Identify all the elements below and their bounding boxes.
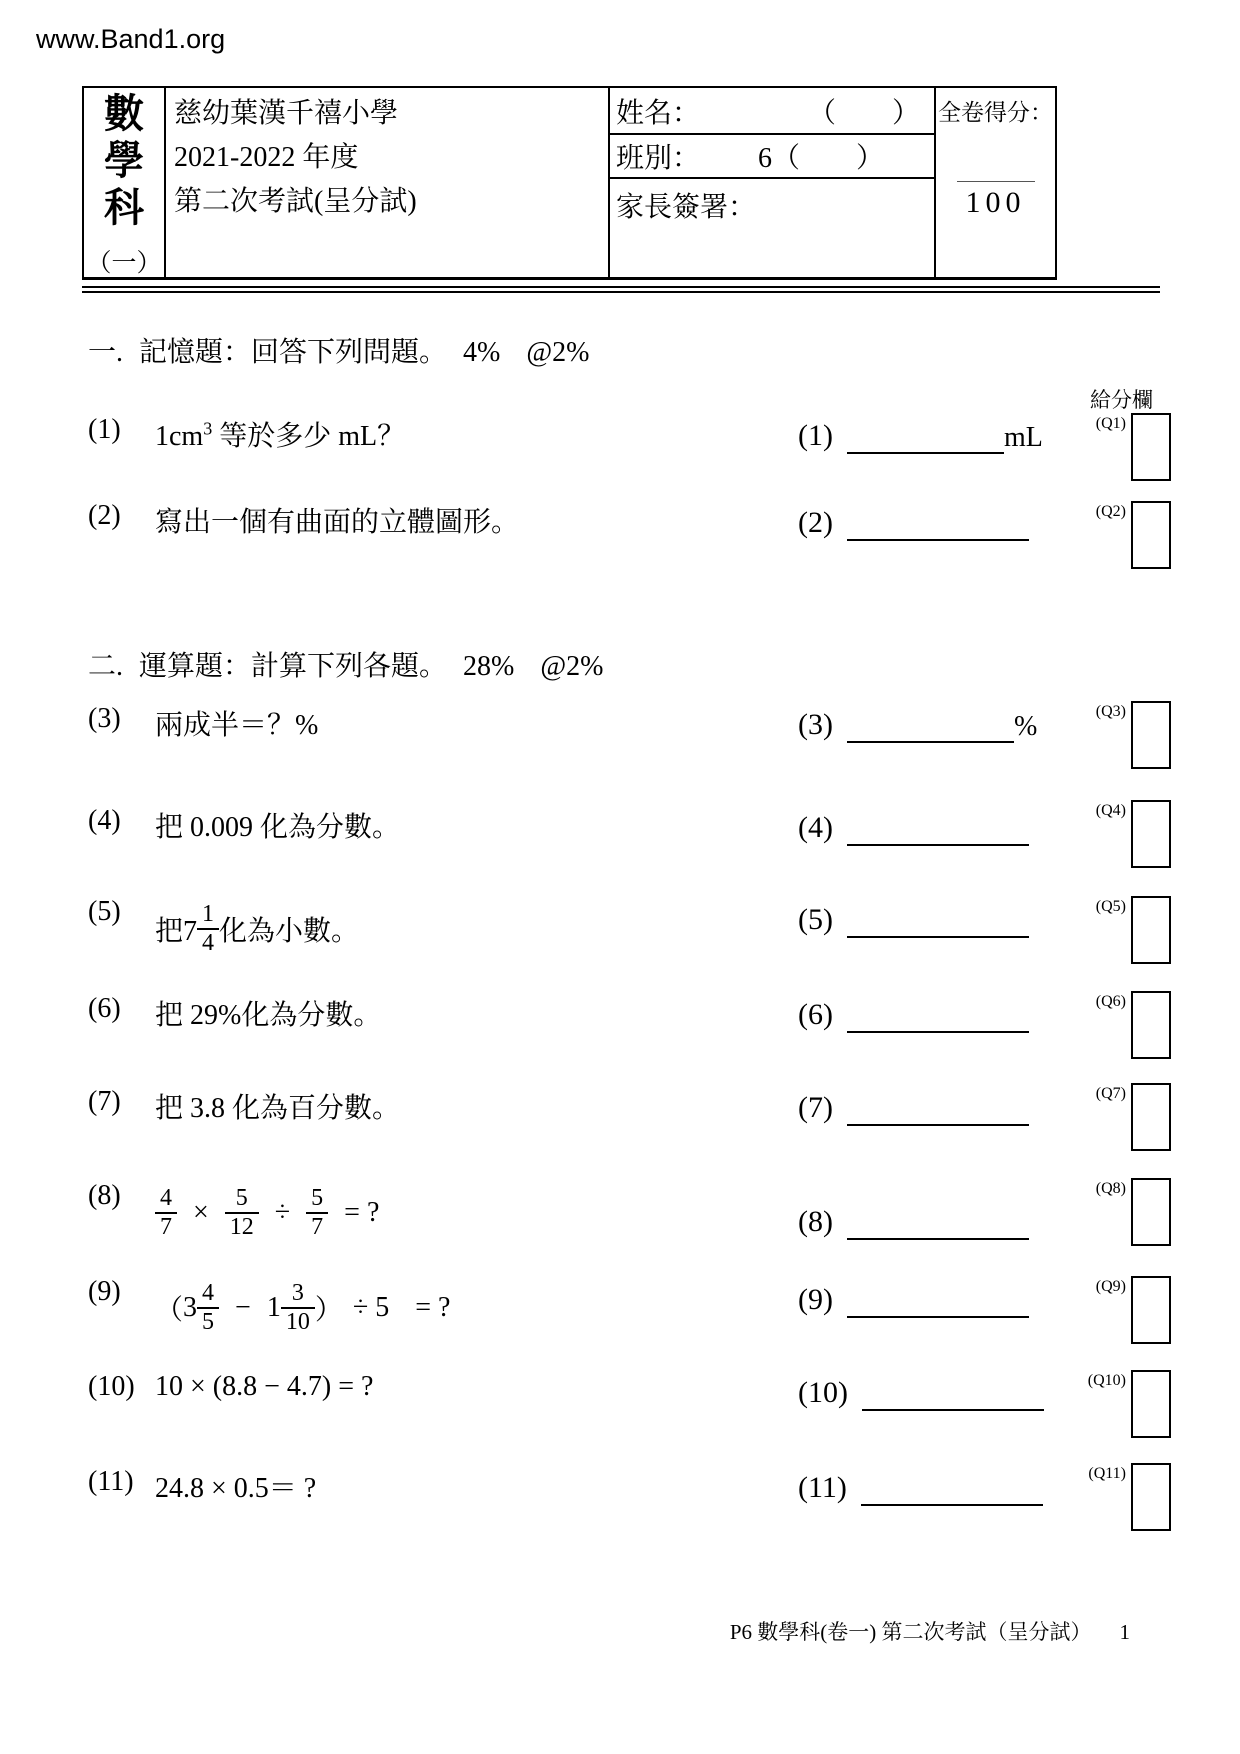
answer-number: (2) (798, 506, 833, 539)
total-score-base: 100 (957, 181, 1035, 220)
answer-blank (847, 900, 1029, 938)
exam-title: 第二次考試(呈分試) (174, 186, 417, 217)
score-item-q11 (1082, 1463, 1171, 1531)
question-text: 把 29%化為分數。 (155, 1000, 382, 1031)
subject-char: 科 (104, 185, 144, 230)
answer-row-11 (798, 1468, 1043, 1506)
answer-blank (847, 1202, 1029, 1240)
fraction: $\frac{3}{10}$ (281, 1280, 315, 1336)
score-item-q1 (1082, 413, 1171, 481)
answer-row-10 (798, 1373, 1044, 1411)
answer-number: (1) (798, 419, 833, 452)
question-text: 24.8 × 0.5＝ ? (155, 1473, 317, 1504)
score-item-q7 (1082, 1083, 1171, 1151)
fraction: $\frac{4}{5}$ (197, 1280, 219, 1336)
class-value: 6（ ） (758, 143, 885, 174)
question-row-2 (88, 500, 519, 540)
subject-char: 數 (104, 91, 144, 136)
question-number: (8) (88, 1180, 121, 1211)
score-box (1131, 1463, 1171, 1531)
class-row (610, 135, 934, 179)
score-item-q10 (1082, 1370, 1171, 1438)
answer-row-1 (798, 416, 1043, 454)
score-item-q5 (1082, 896, 1171, 964)
score-tag: (Q11) (1088, 1465, 1126, 1482)
section-per-mark: @2% (540, 651, 604, 682)
total-score-cell (936, 88, 1055, 277)
answer-unit: mL (1003, 422, 1043, 453)
score-tag: (Q3) (1095, 703, 1126, 720)
question-number: (4) (88, 805, 121, 836)
question-number: (2) (88, 500, 121, 531)
section-one-heading (88, 330, 589, 370)
answer-blank (847, 416, 1004, 454)
question-text: $1cm^3$ 等於多少 mL？ (155, 418, 406, 452)
section-number: 二. (88, 651, 124, 682)
divide-by-five: ÷ 5 (352, 1292, 390, 1323)
score-item-q3 (1082, 701, 1171, 769)
score-box (1131, 896, 1171, 964)
school-name: 慈幼葉漢千禧小學 (174, 98, 399, 129)
name-row (610, 88, 934, 135)
question-text: 寫出一個有曲面的立體圖形。 (155, 507, 520, 538)
answer-row-5 (798, 900, 1029, 938)
answer-row-2 (798, 503, 1029, 541)
answer-unit: % (1013, 711, 1038, 742)
answer-row-9 (798, 1280, 1029, 1318)
score-tag: (Q2) (1095, 503, 1126, 520)
section-per-mark: @2% (526, 337, 590, 368)
score-item-q9 (1082, 1276, 1171, 1344)
site-url-watermark: www.Band1.org (36, 24, 226, 54)
answer-number: (9) (798, 1283, 833, 1316)
question-number: (7) (88, 1086, 121, 1117)
answer-number: (4) (798, 811, 833, 844)
score-box (1131, 701, 1171, 769)
question-number: (1) (88, 414, 121, 445)
question-row-11 (88, 1466, 316, 1506)
section-number: 一. (88, 337, 124, 368)
question-number: (11) (88, 1466, 134, 1497)
score-tag: (Q9) (1095, 1278, 1126, 1295)
answer-number: (11) (798, 1471, 847, 1504)
answer-blank (861, 1468, 1043, 1506)
score-item-q2 (1082, 501, 1171, 569)
multiply-operator: × (193, 1197, 209, 1228)
question-row-10 (88, 1371, 373, 1403)
mixed-number: 3 $\frac{4}{5}$ (183, 1280, 219, 1336)
question-row-4 (88, 805, 400, 845)
footer-text: P6 數學科(卷一) 第二次考試（呈分試） (729, 1620, 1092, 1644)
parent-sign-label: 家長簽署： (616, 192, 757, 223)
answer-row-6 (798, 995, 1029, 1033)
answer-blank (847, 503, 1029, 541)
answer-blank (862, 1373, 1044, 1411)
question-row-8 (88, 1180, 395, 1246)
fraction: $\frac{4}{7}$ (155, 1185, 177, 1241)
answer-blank (847, 995, 1029, 1033)
answer-blank (847, 1088, 1029, 1126)
divide-operator: ÷ (274, 1197, 291, 1228)
question-number: (9) (88, 1276, 121, 1307)
school-info-cell (166, 88, 610, 277)
score-box (1131, 413, 1171, 481)
question-text: 把7 $\frac{1}{4}$ 化為小數。 (155, 901, 360, 956)
question-text: 把 0.009 化為分數。 (155, 812, 401, 843)
name-paren: （ ） (807, 97, 920, 129)
score-box (1131, 800, 1171, 868)
answer-number: (6) (798, 998, 833, 1031)
question-row-3 (88, 703, 318, 743)
answer-number: (5) (798, 903, 833, 936)
score-tag: (Q8) (1095, 1180, 1126, 1197)
answer-number: (8) (798, 1205, 833, 1238)
question-row-1 (88, 414, 405, 454)
question-row-9 (88, 1276, 466, 1340)
score-item-q8 (1082, 1178, 1171, 1246)
question-row-6 (88, 993, 381, 1033)
paper-number: （一） (86, 250, 162, 277)
score-box (1131, 991, 1171, 1059)
answer-row-8 (798, 1202, 1029, 1240)
score-tag: (Q4) (1095, 802, 1126, 819)
score-tag: (Q7) (1095, 1085, 1126, 1102)
score-tag: (Q5) (1095, 898, 1126, 915)
header-table (82, 86, 1057, 280)
score-box (1131, 501, 1171, 569)
section-title: 運算題：計算下列各題。 (139, 651, 448, 682)
school-year: 2021-2022 年度 (174, 142, 359, 173)
fraction: $\frac{5}{12}$ (225, 1185, 259, 1241)
fraction: $\frac{1}{4}$ (197, 901, 219, 957)
question-number: (5) (88, 896, 121, 927)
score-item-q6 (1082, 991, 1171, 1059)
mixed-number: 1 $\frac{3}{10}$ (267, 1280, 315, 1336)
score-tag: (Q1) (1095, 415, 1126, 432)
section-marks: 28% (463, 651, 515, 682)
score-tag: (Q6) (1095, 993, 1126, 1010)
open-paren: （ (155, 1295, 184, 1326)
answer-row-7 (798, 1088, 1029, 1126)
section-two-heading (88, 644, 603, 684)
equals-question: = ? (344, 1197, 380, 1228)
subject-char: 學 (104, 138, 144, 183)
question-number: (6) (88, 993, 121, 1024)
minus-operator: − (235, 1292, 251, 1323)
answer-blank (847, 705, 1014, 743)
question-expression (155, 1185, 395, 1241)
score-item-q4 (1082, 800, 1171, 868)
score-column-title: 給分欄 (1090, 388, 1153, 412)
equals-question: = ? (415, 1292, 451, 1323)
parent-sign-row (610, 179, 934, 277)
superscript-3: 3 (203, 418, 213, 439)
score-box (1131, 1276, 1171, 1344)
answer-number: (7) (798, 1091, 833, 1124)
answer-row-4 (798, 808, 1029, 846)
page-number: 1 (1119, 1620, 1130, 1644)
student-info-cell (610, 88, 936, 277)
score-tag: (Q10) (1087, 1372, 1126, 1389)
total-score-label: 全卷得分： (938, 100, 1053, 125)
answer-number: (3) (798, 708, 833, 741)
answer-row-3 (798, 705, 1037, 743)
question-row-7 (88, 1086, 400, 1126)
name-label: 姓名： (616, 97, 701, 129)
close-paren: ） (314, 1295, 343, 1326)
answer-blank (847, 808, 1029, 846)
question-number: (10) (88, 1371, 135, 1402)
score-box (1131, 1370, 1171, 1438)
fraction: $\frac{5}{7}$ (306, 1185, 328, 1241)
section-title: 記憶題：回答下列問題。 (139, 337, 448, 368)
subject-cell (84, 88, 166, 277)
question-number: (3) (88, 703, 121, 734)
page-footer (730, 1616, 1130, 1646)
question-expression (155, 1280, 466, 1336)
answer-number: (10) (798, 1376, 848, 1409)
question-row-5 (88, 896, 359, 962)
question-text: 10 × (8.8 − 4.7) = ? (155, 1371, 374, 1402)
question-text: 兩成半＝？% (155, 710, 319, 741)
class-label: 班別： (616, 143, 701, 174)
score-box (1131, 1178, 1171, 1246)
section-marks: 4% (463, 337, 501, 368)
question-text: 把 3.8 化為百分數。 (155, 1093, 401, 1124)
double-rule-divider (82, 286, 1160, 293)
answer-blank (847, 1280, 1029, 1318)
score-box (1131, 1083, 1171, 1151)
